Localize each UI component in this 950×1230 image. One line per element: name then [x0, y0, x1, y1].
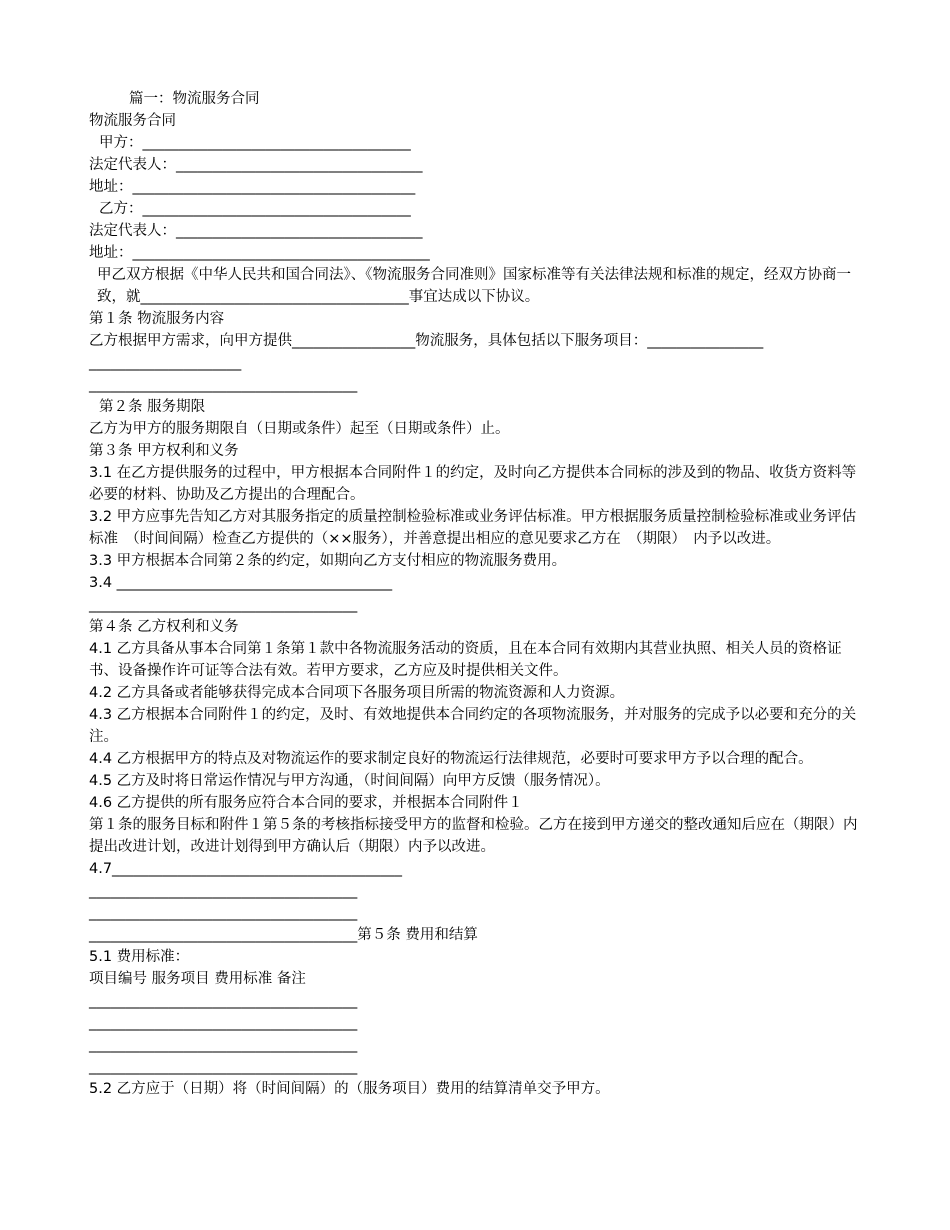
contract-document	[89, 88, 864, 1100]
document-line: 项目编号 服务项目 费用标准 备注	[89, 971, 306, 987]
document-line: 第３条 甲方权利和义务	[89, 443, 239, 459]
document-line: 甲方：_____________________________________	[99, 135, 411, 151]
document-line: 4.6 乙方提供的所有服务应符合本合同的要求，并根据本合同附件１	[89, 795, 523, 811]
document-line: 4.2 乙方具备或者能够获得完成本合同项下各服务项目所需的物流资源和人力资源。	[89, 685, 625, 701]
document-line: 4.1 乙方具备从事本合同第１条第１款中各物流服务活动的资质，且在本合同有效期内其营业执照、相关人员的资格证书、设备操作许可证等合法有效。若甲方要求，乙方应及时提供相关文件。	[89, 641, 842, 679]
document-line: _____________________________________	[89, 1037, 358, 1053]
document-line: 第１条 物流服务内容	[89, 311, 225, 327]
document-line: 地址：_______________________________________	[89, 179, 416, 195]
document-line: 乙方根据甲方需求，向甲方提供_________________物流服务，具体包括以下服务项目：________________	[89, 333, 764, 349]
document-line: _____________________________________	[89, 1015, 358, 1031]
document-line: 地址：_________________________________________	[89, 245, 430, 261]
document-line: _____________________________________	[89, 905, 358, 921]
document-line: 甲乙双方根据《中华人民共和国合同法》、《物流服务合同准则》国家标准等有关法律法规和标准的规定，经双方协商一致，就_____________________________________事宜达成以下协议。	[97, 267, 851, 305]
document-line: _____________________________________	[89, 597, 358, 613]
document-line: 4.4 乙方根据甲方的特点及对物流运作的要求制定良好的物流运行法律规范，必要时可要求甲方予以合理的配合。	[89, 751, 813, 767]
document-line: 4.7________________________________________	[89, 861, 403, 877]
document-line: 篇一：物流服务合同	[129, 91, 260, 107]
document-line: 5.2 乙方应于（日期）将（时间间隔）的（服务项目）费用的结算清单交予甲方。	[89, 1081, 610, 1097]
document-line: 乙方为甲方的服务期限自（日期或条件）起至（日期或条件）止。	[89, 421, 510, 437]
document-line: 3.1 在乙方提供服务的过程中，甲方根据本合同附件１的约定，及时向乙方提供本合同标的涉及到的物品、收货方资料等必要的材料、协助及乙方提出的合理配合。	[89, 465, 857, 503]
document-line: _____________________________________	[89, 993, 358, 1009]
document-line: _____________________________________第５条 费用和结算	[89, 927, 478, 943]
document-line: 3.4 ______________________________________	[89, 575, 393, 591]
document-line: 第１条的服务目标和附件１第５条的考核指标接受甲方的监督和检验。乙方在接到甲方递交的整改通知后应在（期限）内提出改进计划，改进计划得到甲方确认后（期限）内予以改进。	[89, 817, 858, 855]
document-line: 法定代表人：__________________________________	[89, 223, 423, 239]
document-line: _____________________________________	[89, 377, 358, 393]
document-line: 法定代表人：__________________________________	[89, 157, 423, 173]
document-line: 乙方：_____________________________________	[99, 201, 411, 217]
document-line: _____________________________________	[89, 1059, 358, 1075]
document-line: 第４条 乙方权利和义务	[89, 619, 239, 635]
document-line: 4.5 乙方及时将日常运作情况与甲方沟通，（时间间隔）向甲方反馈（服务情况）。	[89, 773, 610, 789]
document-line: 5.1 费用标准：	[89, 949, 190, 965]
document-line: 4.3 乙方根据本合同附件１的约定，及时、有效地提供本合同约定的各项物流服务，并对服务的完成予以必要和充分的关注。	[89, 707, 857, 745]
document-line: _____________________	[89, 355, 242, 371]
document-line: _____________________________________	[89, 883, 358, 899]
document-line: 3.3 甲方根据本合同第２条的约定，如期向乙方支付相应的物流服务费用。	[89, 553, 567, 569]
document-line: 物流服务合同	[89, 113, 176, 129]
document-line: 第２条 服务期限	[99, 399, 206, 415]
document-line: 3.2 甲方应事先告知乙方对其服务指定的质量控制检验标准或业务评估标准。甲方根据服务质量控制检验标准或业务评估标准 （时间间隔）检查乙方提供的（××服务），并善意提出相应的意见要求乙方在 （期限） 内予以改进。	[89, 509, 857, 547]
